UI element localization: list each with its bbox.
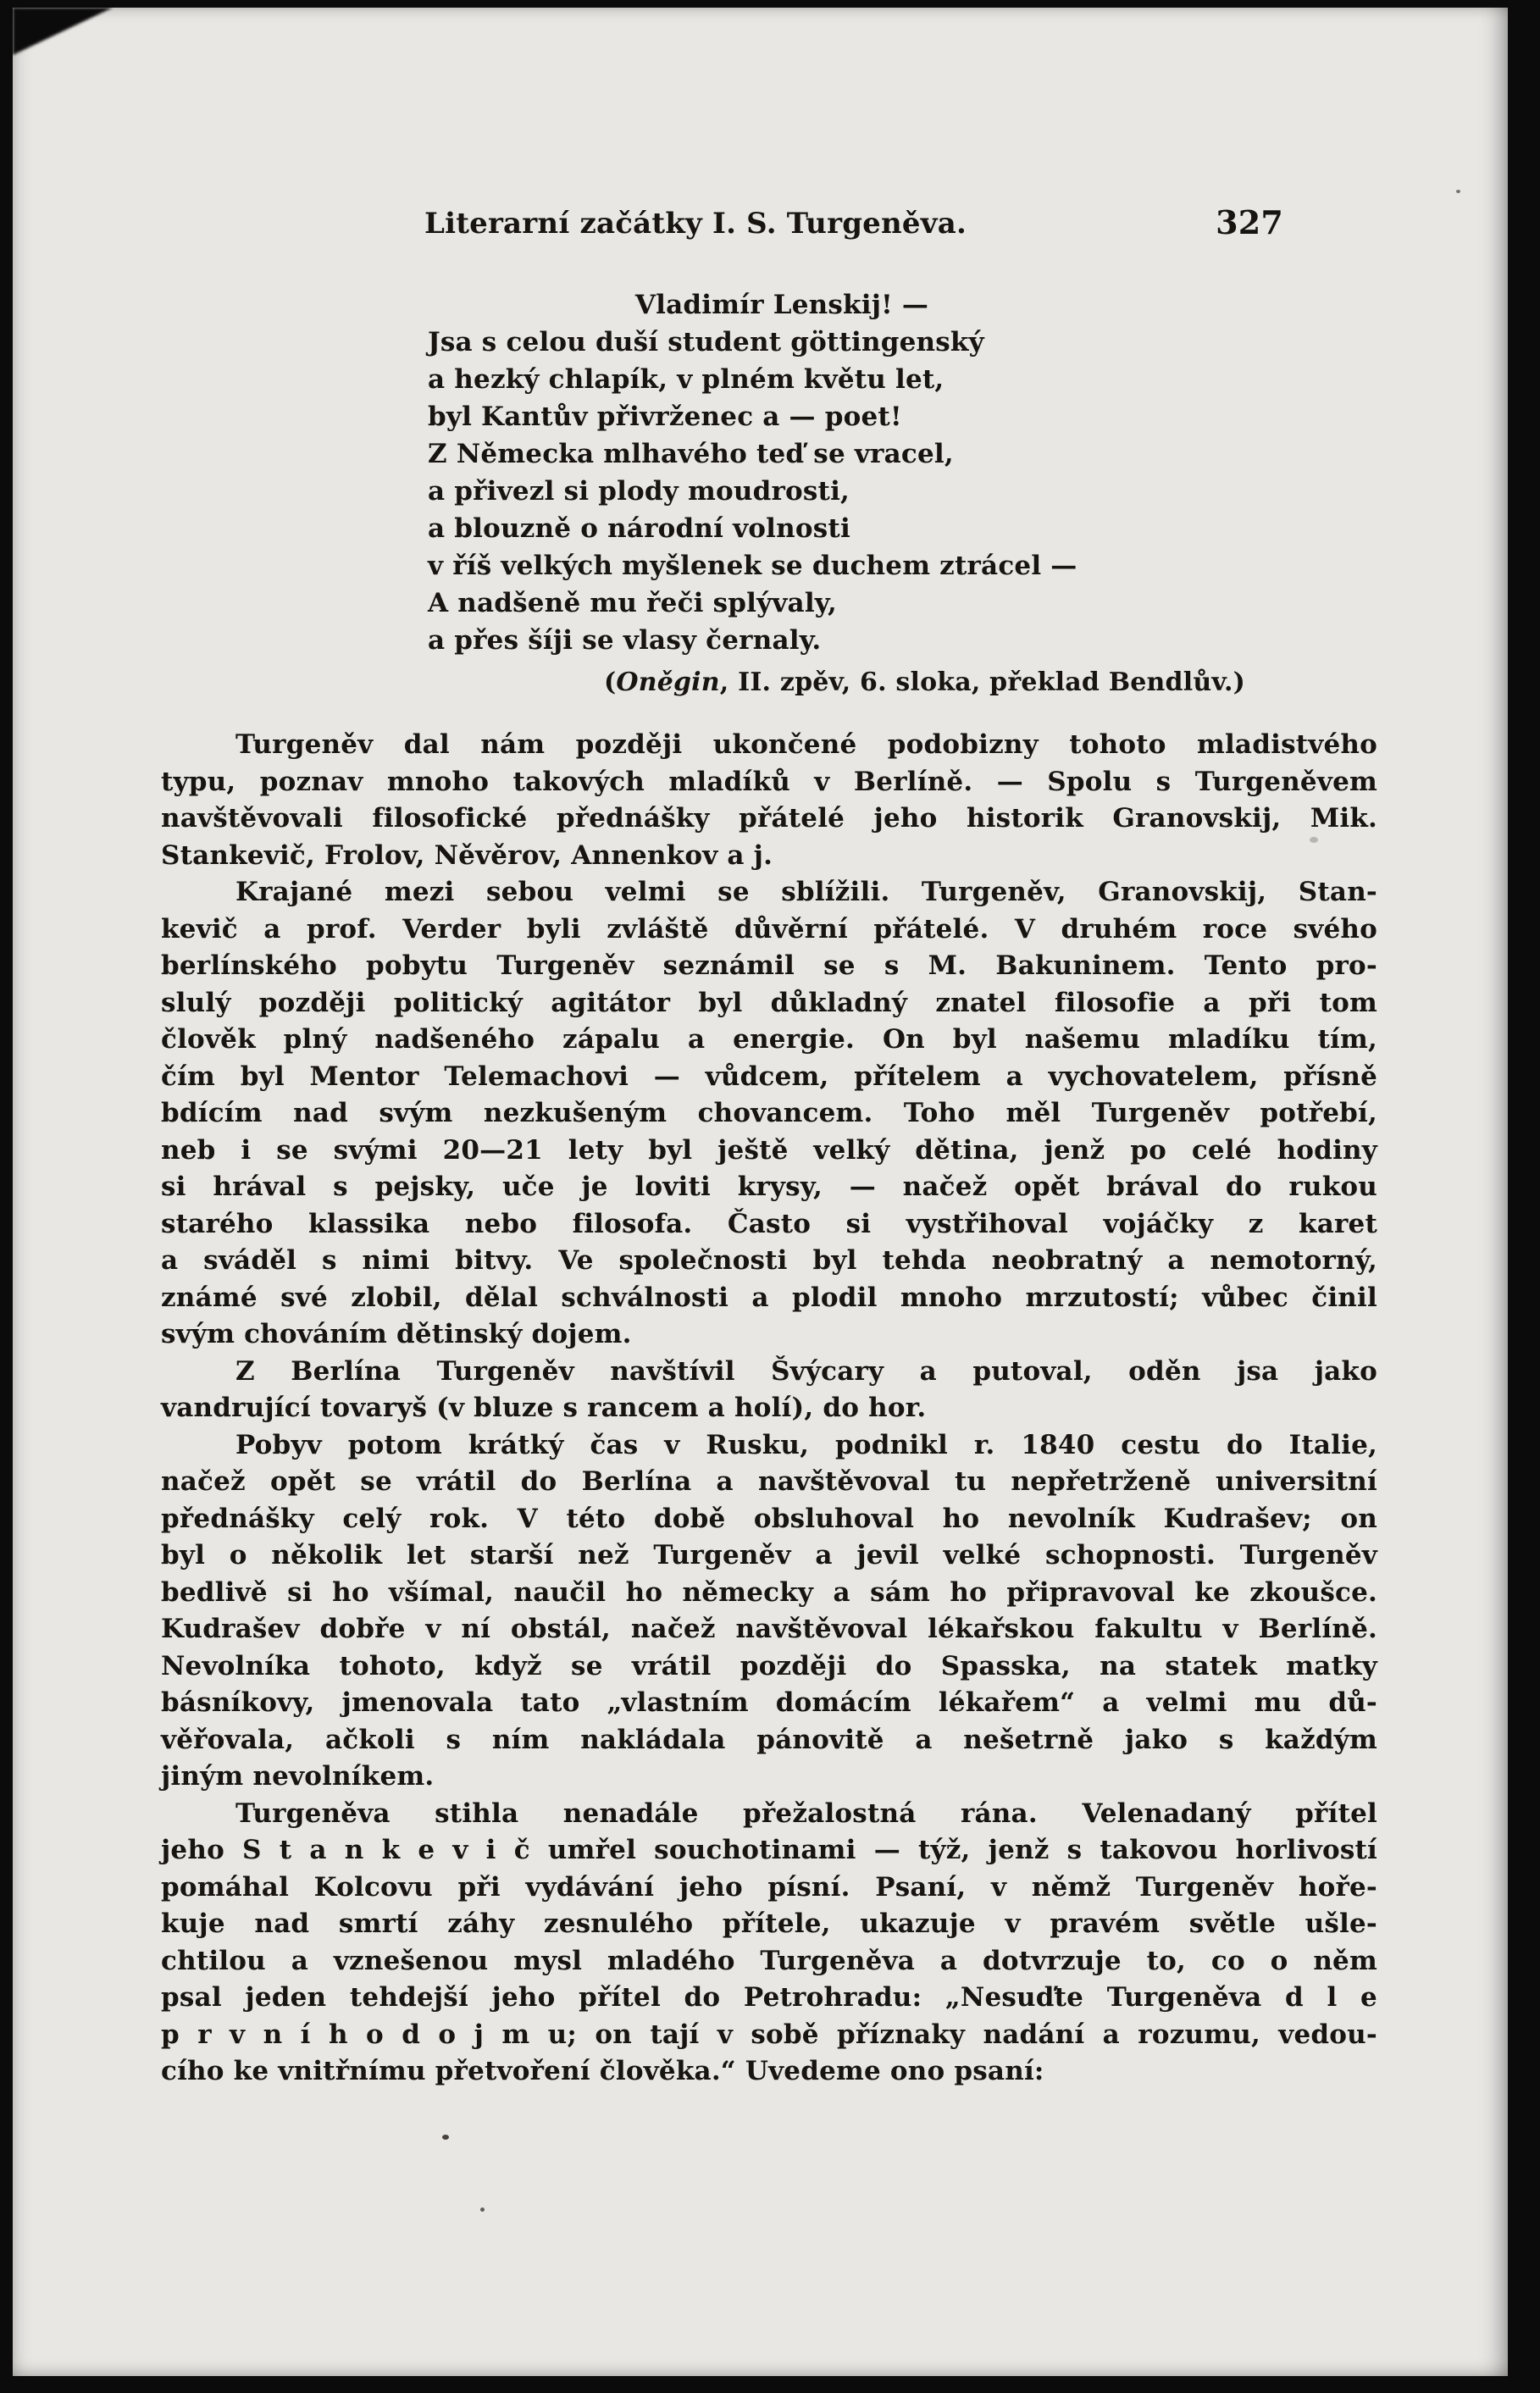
text-line: vandrující tovaryš (v bluze s rancem a holí), do hor. [161, 1393, 927, 1423]
poem [428, 286, 1097, 659]
text-line: věřovala, ačkoli s ním nakládala pánovitě a nešetrně jako s každým [161, 1724, 1377, 1755]
text-line: a sváděl s nimi bitvy. Ve společnosti byl tehda neobratný a nemotorný, [161, 1245, 1377, 1276]
paragraph [161, 727, 1377, 874]
text-line: načež opět se vrátil do Berlína a navštěvoval tu nepřetrženě universitní [161, 1466, 1377, 1497]
text-line: Z Berlína Turgeněv navštívil Švýcary a putoval, oděn jsa jako [235, 1355, 1377, 1387]
scan-speck [480, 2207, 485, 2212]
poem-lines [428, 324, 1097, 659]
page-header-title: Literarní začátky I. S. Turgeněva. [424, 207, 967, 241]
text-line: kevič a prof. Verder byli zvláště důvěrní přátelé. V druhém roce svého [161, 913, 1377, 944]
text-line: typu, poznav mnoho takových mladíků v Berlíně. — Spolu s Turgeněvem [161, 766, 1377, 797]
scan-speck [1310, 837, 1318, 843]
text-line: Turgeněv dal nám později ukončené podobizny tohoto mladistvého [235, 729, 1377, 760]
attribution-work-title: Oněgin [616, 667, 720, 697]
poem-line: a přes šíji se vlasy černaly. [428, 625, 822, 656]
poem-line: Z Německa mlhavého teď se vracel, [428, 439, 954, 469]
text-line: člověk plný nadšeného zápalu a energie. On byl našemu mladíku tím, [161, 1024, 1377, 1055]
text-line: berlínského pobytu Turgeněv seznámil se s M. Bakuninem. Tento pro- [161, 950, 1377, 981]
text-line: známé své zlobil, dělal schválnosti a plodil mnoho mrzutostí; vůbec činil [161, 1282, 1377, 1313]
text-line: kuje nad smrtí záhy zesnulého přítele, ukazuje v pravém světle ušle- [161, 1908, 1377, 1939]
text-line: neb i se svými 20—21 lety byl ještě velký dětina, jenž po celé hodiny [161, 1134, 1377, 1166]
paragraph [161, 1796, 1377, 2091]
text-line: si hrával s pejsky, uče je loviti krysy, — načež opět brával do rukou [161, 1172, 1377, 1202]
text-line: Krajané mezi sebou velmi se sblížili. Turgeněv, Granovskij, Stan- [235, 877, 1377, 907]
text-line: svým chováním dětinský dojem. [161, 1319, 632, 1349]
text-line: starého klassika nebo filosofa. Často si vystřihoval vojáčky z karet [161, 1208, 1377, 1239]
paragraph [161, 874, 1377, 1354]
attribution-rest: , II. zpěv, 6. sloka, překlad Bendlův.) [719, 667, 1245, 697]
text-line: cího ke vnitřnímu přetvoření člověka.“ Uvedeme ono psaní: [161, 2056, 1044, 2086]
paragraph [161, 1427, 1377, 1796]
poem-line: a hezký chlapík, v plném květu let, [428, 364, 944, 395]
text-line: bedlivě si ho všímal, naučil ho německy a sám ho připravoval ke zkoušce. [161, 1576, 1377, 1608]
text-line: Turgeněva stihla nenadále přežalostná rána. Velenadaný přítel [235, 1798, 1377, 1829]
text-line: jeho S t a n k e v i č umřel souchotinami — týž, jenž s takovou horlivostí [161, 1835, 1377, 1865]
poem-line: A nadšeně mu řeči splývaly, [428, 588, 838, 618]
text-line: p r v n í h o d o j m u; on tají v sobě příznaky nadání a rozumu, vedou- [161, 2019, 1377, 2050]
poem-line: Jsa s celou duší student göttingenský [428, 327, 984, 357]
text-line: čím byl Mentor Telemachovi — vůdcem, přítelem a vychovatelem, přísně [161, 1061, 1377, 1092]
scan-speck [442, 2135, 449, 2140]
scan-speck [1456, 190, 1460, 193]
paragraph [161, 1354, 1377, 1427]
text-line: Pobyv potom krátký čas v Rusku, podnikl r. 1840 cestu do Italie, [235, 1429, 1377, 1460]
poem-line: v říš velkých myšlenek se duchem ztrácel — [428, 551, 1077, 581]
page-number: 327 [1216, 203, 1283, 241]
corner-fold [13, 8, 113, 55]
poem-title: Vladimír Lenskij! — [634, 290, 929, 320]
poem-line: byl Kantův přivrženec a — poet! [428, 402, 902, 432]
text-line: chtilou a vznešenou mysl mladého Turgeněva a dotvrzuje to, co o něm [161, 1945, 1377, 1976]
text-line: básníkovy, jmenovala tato „vlastním domácím lékařem“ a velmi mu dů- [161, 1687, 1377, 1718]
text-line: jiným nevolníkem. [161, 1761, 435, 1792]
text-line: navštěvovali filosofické přednášky přátelé jeho historik Granovskij, Mik. [161, 803, 1377, 834]
text-line: Stankevič, Frolov, Něvěrov, Annenkov a j. [161, 839, 773, 871]
attribution-open: ( [603, 667, 617, 697]
poem-line: a blouzně o národní volnosti [428, 513, 850, 544]
text-line: slulý později politický agitátor byl důkladný znatel filosofie a při tom [161, 987, 1377, 1018]
body-text [161, 727, 1377, 2091]
text-line: psal jeden tehdejší jeho přítel do Petrohradu: „Nesuďte Turgeněva d l e [161, 1982, 1377, 2013]
text-line: Kudrašev dobře v ní obstál, načež navštěvoval lékařskou fakultu v Berlíně. [161, 1614, 1377, 1644]
poem-line: a přivezl si plody moudrosti, [428, 476, 850, 507]
text-line: bdícím nad svým nezkušeným chovancem. Toho měl Turgeněv potřebí, [161, 1098, 1377, 1128]
text-line: Nevolníka tohoto, když se vrátil později do Spasska, na statek matky [161, 1650, 1377, 1681]
text-line: pomáhal Kolcovu při vydávání jeho písní. Psaní, v němž Turgeněv hoře- [161, 1871, 1377, 1903]
poem-attribution [161, 667, 1245, 697]
text-line: byl o několik let starší než Turgeněv a jevil velké schopnosti. Turgeněv [161, 1540, 1377, 1570]
text-line: přednášky celý rok. V této době obsluhoval ho nevolník Kudrašev; on [161, 1503, 1377, 1534]
